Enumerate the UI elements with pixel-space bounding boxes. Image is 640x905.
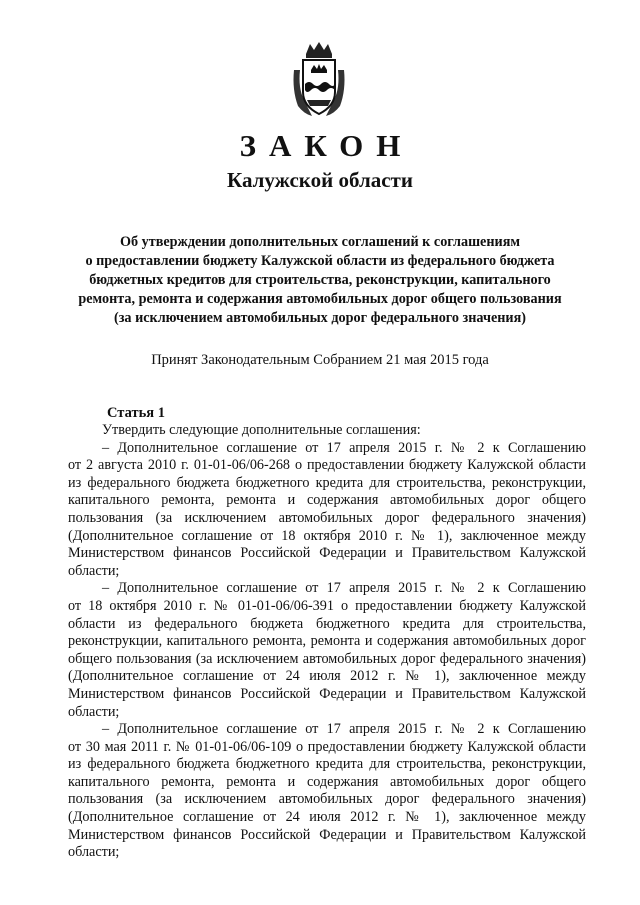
- body-line: – Дополнительное соглашение от 17 апреля 2015 г. № 2 к Соглашению: [102, 439, 586, 456]
- body-line: области;: [68, 703, 120, 720]
- body-line: реконструкции, капитального ремонта, ремонта и содержания автомобильных дорог: [68, 633, 586, 650]
- subject-line: о предоставлении бюджету Калужской области из федерального бюджета: [85, 253, 555, 269]
- subject-line: ремонта, ремонта и содержания автомобильных дорог общего пользования: [78, 291, 562, 307]
- body-line: общего пользования (за исключением автомобильных дорог федерального значения): [68, 650, 586, 667]
- body-line: из федерального бюджета бюджетного кредита для строительства, реконструкции,: [68, 474, 586, 491]
- article-body: [68, 422, 586, 862]
- body-line: – Дополнительное соглашение от 17 апреля 2015 г. № 2 к Соглашению: [102, 721, 586, 738]
- body-line: области из федерального бюджета бюджетного кредита для строительства,: [68, 615, 586, 632]
- adoption-date: Принят Законодательным Собранием 21 мая 2015 года: [151, 352, 489, 368]
- law-title: ЗАКОН: [239, 128, 414, 163]
- body-line: капитального ремонта, ремонта и содержания автомобильных дорог общего: [68, 492, 586, 509]
- body-line: от 18 октября 2010 г. № 01-01-06/06-391 о предоставлении бюджету Калужской: [68, 597, 586, 614]
- body-line: из федерального бюджета бюджетного кредита для строительства, реконструкции,: [68, 756, 586, 773]
- subject-line: Об утверждении дополнительных соглашений к соглашениям: [119, 234, 521, 250]
- body-line: капитального ремонта, ремонта и содержания автомобильных дорог общего: [68, 773, 586, 790]
- body-line: области;: [68, 844, 120, 861]
- body-line: Министерством финансов Российской Федерации и Правительством Калужской: [68, 545, 586, 562]
- body-line: пользования (за исключением автомобильных дорог федерального значения): [68, 791, 586, 808]
- subject-line: (за исключением автомобильных дорог федерального значения): [114, 310, 526, 326]
- body-line: (Дополнительное соглашение от 24 июля 2012 г. № 1), заключенное между: [68, 668, 586, 685]
- body-line: от 30 мая 2011 г. № 01-01-06/06-109 о предоставлении бюджету Калужской области: [68, 738, 586, 755]
- body-line: (Дополнительное соглашение от 24 июля 2012 г. № 1), заключенное между: [68, 809, 586, 826]
- body-line: Министерством финансов Российской Федерации и Правительством Калужской: [68, 685, 586, 702]
- article-heading: Статья 1: [107, 405, 165, 421]
- coat-of-arms-icon: [290, 40, 348, 120]
- body-line: – Дополнительное соглашение от 17 апреля 2015 г. № 2 к Соглашению: [102, 580, 586, 597]
- body-line: Министерством финансов Российской Федерации и Правительством Калужской: [68, 826, 586, 843]
- subject-line: бюджетных кредитов для строительства, реконструкции, капитального: [89, 272, 551, 288]
- body-line: пользования (за исключением автомобильных дорог федерального значения): [68, 509, 586, 526]
- body-line: области;: [68, 562, 120, 579]
- law-subject: [60, 233, 580, 328]
- body-line: от 2 августа 2010 г. 01-01-06/06-268 о предоставлении бюджету Калужской области: [68, 457, 586, 474]
- body-line: Утвердить следующие дополнительные соглашения:: [102, 422, 421, 438]
- body-line: (Дополнительное соглашение от 18 октября 2010 г. № 1), заключенное между: [68, 527, 586, 544]
- region-title: Калужской области: [227, 168, 413, 192]
